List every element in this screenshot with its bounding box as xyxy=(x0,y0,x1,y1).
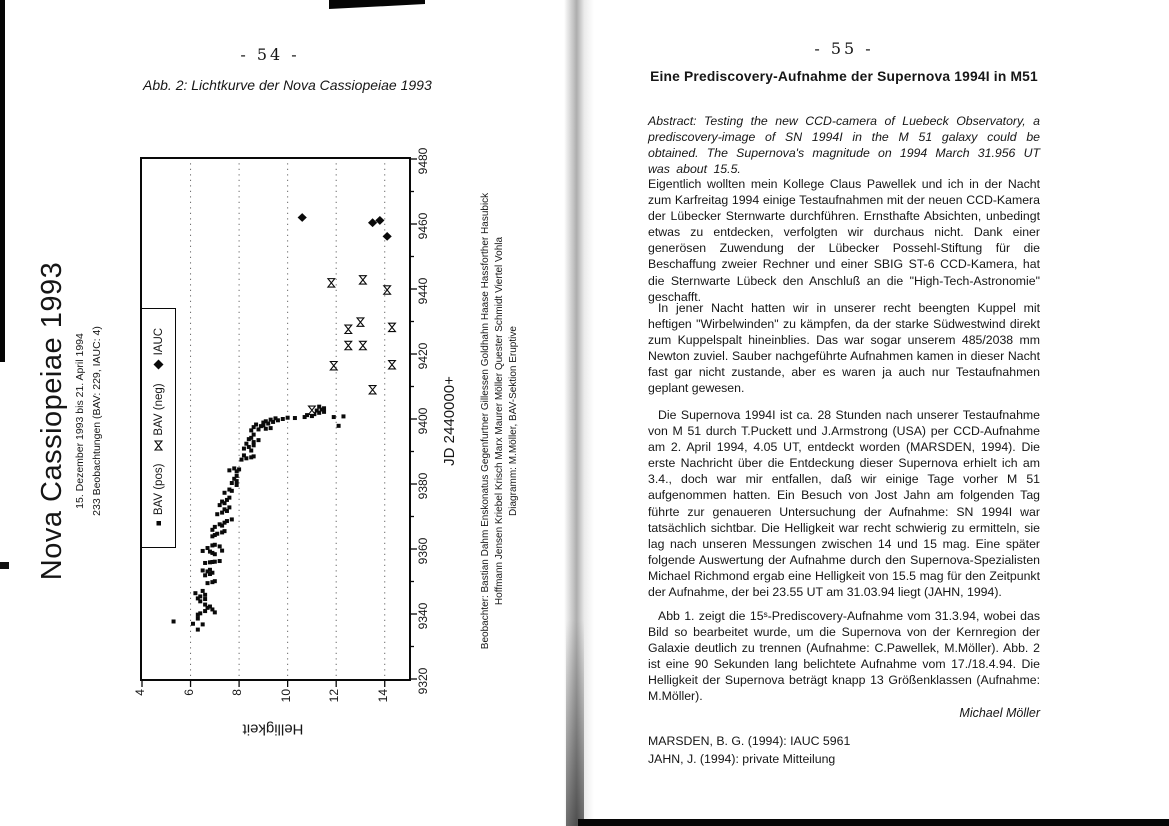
data-point-square xyxy=(269,426,273,430)
scan-bottom-edge-strip xyxy=(578,819,1169,826)
data-point-bowtie xyxy=(369,386,376,394)
data-point-square xyxy=(201,549,205,553)
data-point-square xyxy=(215,532,219,536)
data-point-square xyxy=(218,503,222,507)
legend-item-iauc xyxy=(153,328,165,370)
data-point-bowtie xyxy=(389,361,396,369)
data-point-square xyxy=(203,597,207,601)
data-point-square xyxy=(203,573,207,577)
data-point-square xyxy=(286,416,290,420)
page-gutter-shadow-lower xyxy=(566,620,584,826)
paragraph-4: Abb 1. zeigt die 15ˢ-Prediscovery-Aufnahme vom 31.3.94, wobei das Bild so bearbeitet wurde, um die Supernova von der Kernregion der Galaxie deutlich zu trennen (Aufnahme: C.Pawellek, M.Möller). Abb. 2 ist eine 90 Sekunden lang belichtete Aufnahme vom 17./18.4.94. Die Helligkeit der Supernova beträgt knapp 13 Größenklassen (Aufnahme: M.Möller). xyxy=(648,609,1040,704)
x-tick-label: 9360 xyxy=(416,537,430,565)
bowtie-marker-icon xyxy=(154,440,163,451)
data-point-square xyxy=(203,561,207,565)
data-point-square xyxy=(293,416,297,420)
data-point-square xyxy=(252,440,256,444)
data-point-square xyxy=(208,550,212,554)
x-tick-label: 9320 xyxy=(416,667,430,695)
data-point-square xyxy=(235,483,239,487)
y-tick-label: 12 xyxy=(327,689,342,703)
data-point-square xyxy=(230,517,234,521)
square-marker-icon xyxy=(154,519,163,528)
data-point-square xyxy=(332,415,336,419)
data-point-square xyxy=(225,519,229,523)
data-point-square xyxy=(193,591,197,595)
legend-label: IAUC xyxy=(152,327,165,356)
chart-subtitle-observations: 233 Beobachtungen (BAV: 229, IAUC: 4) xyxy=(91,326,103,516)
data-point-square xyxy=(198,594,202,598)
data-point-square xyxy=(341,414,345,418)
data-point-square xyxy=(337,424,341,428)
data-point-diamond xyxy=(383,232,392,241)
data-point-square xyxy=(235,474,239,478)
data-point-square xyxy=(203,593,207,597)
data-point-square xyxy=(201,589,205,593)
data-point-square xyxy=(203,603,207,607)
x-tick-label: 9440 xyxy=(416,277,430,305)
x-tick-label: 9380 xyxy=(416,472,430,500)
data-point-square xyxy=(227,488,231,492)
data-point-square xyxy=(252,454,256,458)
data-point-square xyxy=(218,522,222,526)
data-point-square xyxy=(242,453,246,457)
data-point-square xyxy=(232,466,236,470)
data-point-square xyxy=(254,423,258,427)
data-point-square xyxy=(240,458,244,462)
data-point-square xyxy=(264,419,268,423)
data-point-bowtie xyxy=(309,406,316,414)
x-axis-tick-labels xyxy=(416,147,430,695)
data-point-square xyxy=(281,417,285,421)
x-tick-label: 9400 xyxy=(416,407,430,435)
page-number-54: - 54 - xyxy=(240,45,300,64)
y-axis-title: Helligkeit xyxy=(242,720,304,738)
data-point-square xyxy=(215,512,219,516)
chart-legend xyxy=(141,308,176,548)
paragraph-2: In jener Nacht hatten wir in unserer recht beengten Kuppel mit heftigen "Wirbelwinden" zu kämpfen, da der starke Südwestwind direkt zum Kuppelspalt hineinblies. Das war sogar unserem 485/2038 mm Newton zuviel. Sauber nachgeführte Aufnahmen kamen in dieser Nacht fast gar nicht zustande, aber es waren ja auch nur Testaufnahmen geplant gewesen. xyxy=(648,301,1040,396)
data-point-square xyxy=(208,605,212,609)
y-tick-label: 6 xyxy=(181,689,196,696)
data-point-bowtie xyxy=(330,362,337,370)
legend-label: BAV (neg) xyxy=(152,383,165,436)
scatter-plot-svg xyxy=(142,159,409,679)
scan-left-edge-shadow xyxy=(0,0,5,362)
y-tick-label: 8 xyxy=(230,689,245,696)
data-point-square xyxy=(252,433,256,437)
data-point-bowtie xyxy=(357,318,364,326)
data-point-square xyxy=(196,617,200,621)
data-point-square xyxy=(315,409,319,413)
data-point-square xyxy=(249,449,253,453)
data-point-square xyxy=(322,406,326,410)
references-block xyxy=(648,733,1040,768)
y-tick-label: 14 xyxy=(375,689,390,703)
data-point-square xyxy=(237,467,241,471)
data-point-diamond xyxy=(368,218,377,227)
abstract-text: Abstract: Testing the new CCD-camera of Luebeck Observatory, a prediscovery-image of SN 1994I in the M 51 galaxy could be obtained. The Supernova's magnitude on 1994 March 31.956 UT was about 15.5. xyxy=(648,114,1040,177)
data-point-square xyxy=(227,505,231,509)
lightcurve-chart-rotated xyxy=(36,147,519,738)
x-tick-label: 9480 xyxy=(416,147,430,175)
data-point-diamond xyxy=(375,216,384,225)
diamond-marker-icon xyxy=(153,359,164,370)
data-point-square xyxy=(201,568,205,572)
observer-credits-line1: Beobachter: Bastian Dahm Enskonatus Gegenfurtner Gillessen Goldhahn Haase Hassforther Hasubick xyxy=(480,192,491,650)
legend-label: BAV (pos) xyxy=(152,463,165,516)
data-point-square xyxy=(227,468,231,472)
data-point-square xyxy=(218,559,222,563)
page-number-55: - 55 - xyxy=(814,39,874,58)
data-point-bowtie xyxy=(345,325,352,333)
reference-marsden: MARSDEN, B. G. (1994): IAUC 5961 xyxy=(648,734,851,748)
data-point-square xyxy=(244,442,248,446)
data-point-square xyxy=(269,418,273,422)
data-point-square xyxy=(242,447,246,451)
data-point-bowtie xyxy=(345,341,352,349)
scan-left-edge-mark xyxy=(0,562,9,569)
article-title: Eine Prediscovery-Aufnahme der Supernova 1994I in M51 xyxy=(650,69,1038,84)
data-point-square xyxy=(223,529,227,533)
y-tick-label: 10 xyxy=(278,689,293,703)
chart-subtitle-daterange: 15. Dezember 1993 bis 21. April 1994 xyxy=(74,333,86,509)
data-point-square xyxy=(213,579,217,583)
data-point-square xyxy=(257,438,261,442)
data-point-square xyxy=(218,544,222,548)
plot-area xyxy=(140,157,411,681)
chart-title: Nova Cassiopeiae 1993 xyxy=(36,261,68,581)
data-point-square xyxy=(172,619,176,623)
data-point-square xyxy=(196,628,200,632)
data-point-square xyxy=(213,543,217,547)
data-point-bowtie xyxy=(389,323,396,331)
paragraph-3: Die Supernova 1994I ist ca. 28 Stunden nach unserer Testaufnahme von M 51 durch T.Puckett und J.Armstrong (USA) per CCD-Aufnahme am 2. April 1994, 4.05 UT, entdeckt worden (MARSDEN, 1994). Die erste Nachricht über die Entdeckung dieser Supernova erhielt ich am 3.4., doch war mir entfallen, daß wir einige Tage vorher M 51 aufgenommen hatten. Ein Besuch von Jost Jahn am folgenden Tag führte zur genaueren Untersuchung der Aufnahme: SN 1994I war tatsächlich sichtbar. Die Helligkeit war recht schwierig zu ermitteln, sie lag nach unseren Messungen zwischen 14 und 15 mag. Eine später folgende Auswertung der Aufnahme durch den Supernova-Spezialisten Michael Richmond ergab eine Helligkeit von 15.5 mag für den Zeitpunkt der Aufnahme, der bei 23.55 UT am 31.03.94 liegt (JAHN, 1994). xyxy=(648,408,1040,600)
observer-credits-line2: Hoffmann Jensen Kriebel Krisch Marx Maurer Möller Quester Schmidt Viertel Vohla xyxy=(494,236,505,606)
data-point-square xyxy=(220,500,224,504)
data-point-square xyxy=(206,546,210,550)
data-point-bowtie xyxy=(359,276,366,284)
lightcurve-chart xyxy=(36,147,519,738)
data-point-bowtie xyxy=(359,341,366,349)
legend-item-bav-pos xyxy=(153,464,165,529)
paragraph-1: Eigentlich wollten mein Kollege Claus Pawellek und ich in der Nacht zum Karfreitag 1994 einige Testaufnahmen mit der neuen CCD-Kamera der Lübecker Sternwarte durchführen. Ernsthafte Absichten, unbedingt etwas zu entdecken, verfolgten wir durchaus nicht. Dank einer generösen Zuwendung der Lübecker Possehl-Stiftung für die Beschaffung zweier Rechner und einer SBIG ST-6 CCD-Kamera, hat die Sternwarte Lübeck den Anschluß an die "High-Tech-Astronomie" geschafft. xyxy=(648,177,1040,304)
data-point-square xyxy=(208,568,212,572)
data-point-square xyxy=(201,622,205,626)
data-point-square xyxy=(223,507,227,511)
data-point-square xyxy=(198,611,202,615)
diagram-credit-line: Diagramm: M.Möller, BAV-Sektion Eruptive xyxy=(508,326,519,516)
data-point-square xyxy=(227,496,231,500)
data-point-square xyxy=(206,581,210,585)
author-signature: Michael Möller xyxy=(959,706,1040,720)
data-point-square xyxy=(317,405,321,409)
data-point-square xyxy=(213,560,217,564)
data-point-diamond xyxy=(298,213,307,222)
x-tick-label: 9420 xyxy=(416,342,430,370)
x-axis-title: JD 2440000+ xyxy=(441,376,458,466)
reference-jahn: JAHN, J. (1994): private Mitteilung xyxy=(648,751,836,766)
data-point-bowtie xyxy=(328,279,335,287)
data-point-square xyxy=(213,525,217,529)
legend-item-bav-neg xyxy=(153,383,165,450)
figure-caption: Abb. 2: Lichtkurve der Nova Cassiopeiae 1993 xyxy=(143,77,432,93)
data-point-square xyxy=(223,491,227,495)
data-point-square xyxy=(191,622,195,626)
y-tick-label: 4 xyxy=(133,689,147,696)
scan-top-edge-sliver xyxy=(329,0,425,9)
data-point-square xyxy=(274,416,278,420)
data-point-square xyxy=(230,481,234,485)
x-tick-label: 9460 xyxy=(416,212,430,240)
data-point-square xyxy=(220,549,224,553)
x-tick-label: 9340 xyxy=(416,602,430,630)
